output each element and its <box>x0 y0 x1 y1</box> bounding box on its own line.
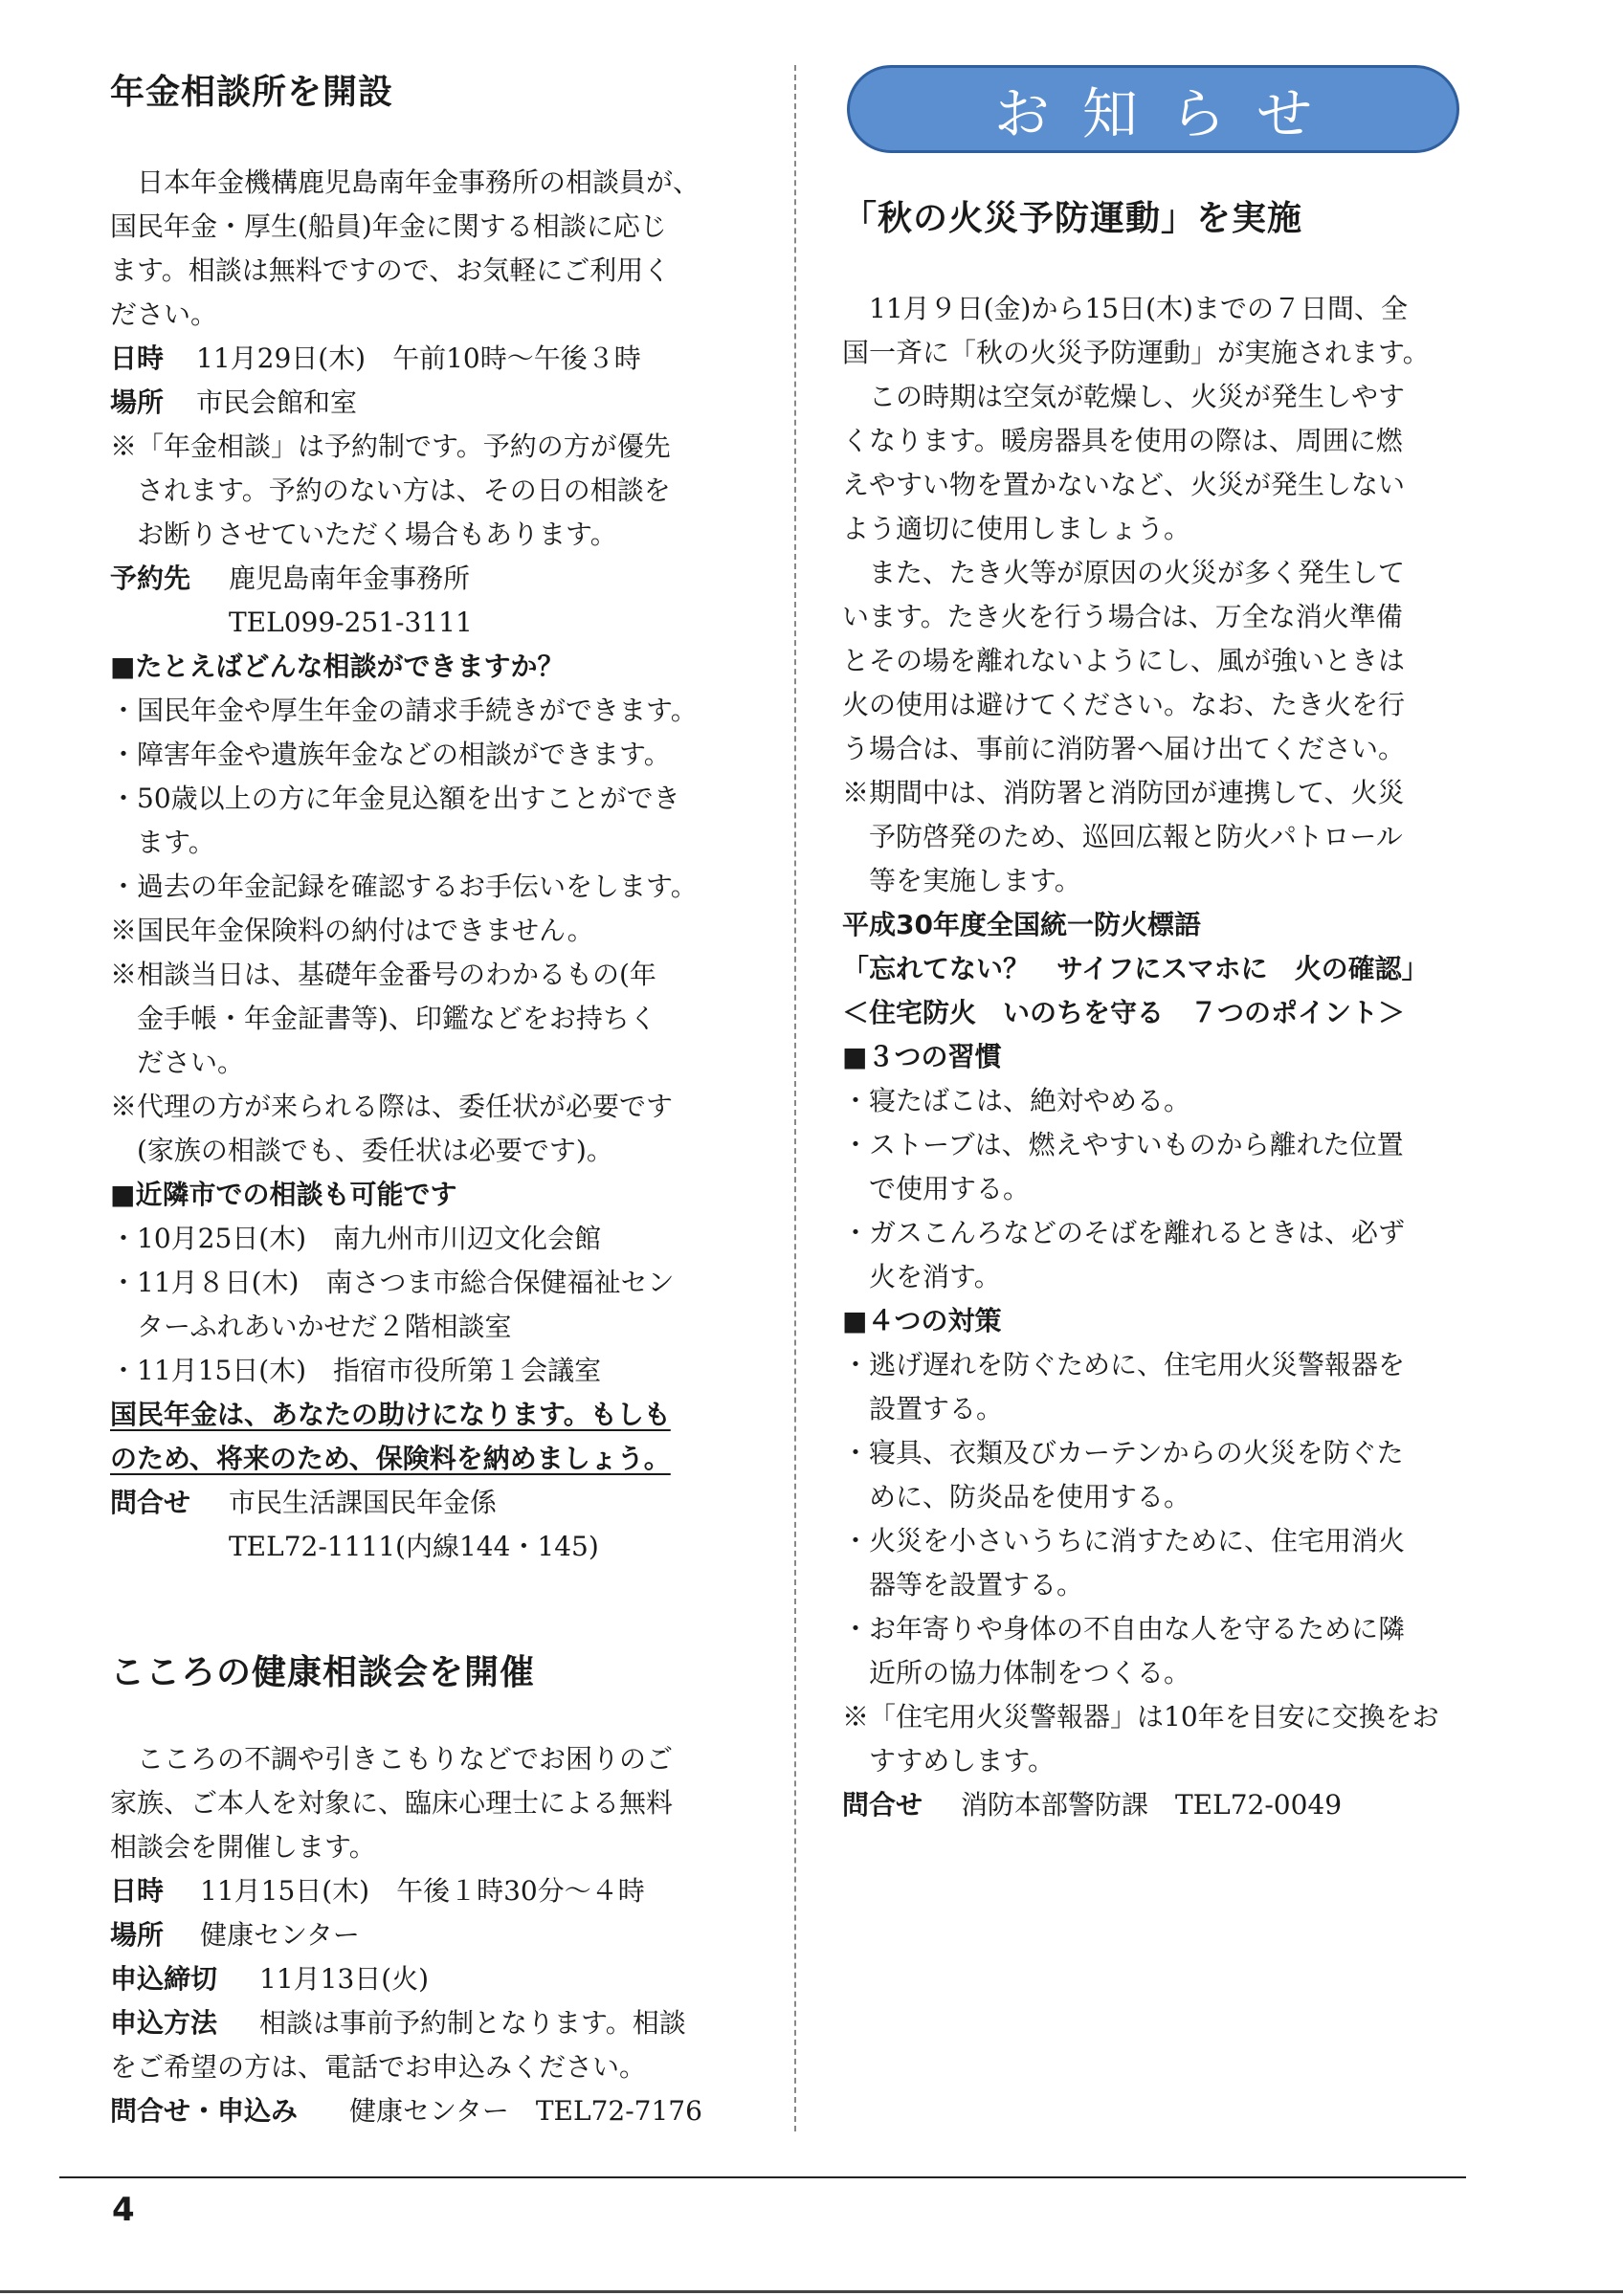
notice-body-line: とその場を離れないようにし、風が強いときは <box>842 645 1406 676</box>
pension-contact-label: 問合せ <box>110 1487 191 1518</box>
pension-intro-line: 国民年金・厚生(船員)年金に関する相談に応じ <box>110 210 667 242</box>
mental-deadline-label: 申込締切 <box>110 1963 218 1995</box>
motto-heading: 平成30年度全国統一防火標語 <box>842 909 1201 940</box>
pension-nearby-line: ・11月15日(木) 指宿市役所第１会議室 <box>110 1355 602 1386</box>
measure-line: 器等を設置する。 <box>842 1569 1084 1601</box>
notice-body-line: ※期間中は、消防署と消防団が連携して、火災 <box>842 777 1405 808</box>
notice-body-line: よう適切に使用しましょう。 <box>842 513 1191 544</box>
points-heading: ＜住宅防火 いのちを守る ７つのポイント＞ <box>842 997 1406 1028</box>
pension-example-line: ・過去の年金記録を確認するお手伝いをします。 <box>110 871 698 902</box>
habit-line: ・ガスこんろなどのそばを離れるときは、必ず <box>842 1217 1406 1248</box>
footer-rule <box>59 2176 1466 2178</box>
pension-slogan-line: のため、将来のため、保険料を納めましょう。 <box>110 1443 671 1474</box>
measure-line: ※「住宅用火災警報器」は10年を目安に交換をお <box>842 1701 1439 1733</box>
pension-contact-row <box>110 1481 497 1525</box>
pension-example-line: ※国民年金保険料の納付はできません。 <box>110 915 594 946</box>
pension-place-row <box>110 381 357 425</box>
mental-contact-label: 問合せ・申込み <box>110 2095 299 2127</box>
pension-example-line: ※代理の方が来られる際は、委任状が必要です <box>110 1091 674 1122</box>
notice-title: 「秋の火災予防運動」を実施 <box>842 199 1303 238</box>
habit-line: ・ストーブは、燃えやすいものから離れた位置 <box>842 1129 1404 1160</box>
pension-intro-line: ます。相談は無料ですので、お気軽にご利用く <box>110 254 671 286</box>
pension-example-line: (家族の相談でも、委任状は必要です)。 <box>110 1135 613 1166</box>
measure-line: すすめします。 <box>842 1745 1056 1777</box>
mental-deadline-value: 11月13日(火) <box>259 1963 430 1995</box>
mental-intro-line: 家族、ご本人を対象に、臨床心理士による無料 <box>110 1787 674 1819</box>
measure-line: 設置する。 <box>842 1393 1004 1424</box>
mental-method-label: 申込方法 <box>110 2007 218 2039</box>
mental-contact-value: 健康センター TEL72-7176 <box>349 2095 702 2127</box>
notice-banner <box>847 65 1459 153</box>
notice-body-line: 火の使用は避けてください。なお、たき火を行 <box>842 689 1406 720</box>
notice-contact-label: 問合せ <box>842 1789 923 1821</box>
measure-line: ・寝具、衣類及びカーテンからの火災を防ぐた <box>842 1437 1404 1468</box>
measure-line: 近所の協力体制をつくる。 <box>842 1657 1191 1689</box>
measure-line: めに、防炎品を使用する。 <box>842 1481 1191 1512</box>
pension-reserve-label: 予約先 <box>110 563 191 594</box>
notice-body-line: 等を実施します。 <box>842 865 1081 896</box>
mental-intro-line: 相談会を開催します。 <box>110 1831 376 1863</box>
notice-contact-row <box>842 1783 1342 1827</box>
habit-line: 火を消す。 <box>842 1261 1001 1292</box>
notice-banner-text: お知らせ <box>993 81 1345 146</box>
pension-example-line: ます。 <box>110 827 215 858</box>
pension-examples-heading: ■たとえばどんな相談ができますか？ <box>110 651 565 682</box>
pension-example-line: ・50歳以上の方に年金見込額を出すことができ <box>110 783 680 814</box>
notice-body-line: う場合は、事前に消防署へ届け出てください。 <box>842 733 1406 764</box>
notice-body-line: この時期は空気が乾燥し、火災が発生しやす <box>842 381 1406 412</box>
pension-contact-value: 市民生活課国民年金係 <box>229 1487 498 1518</box>
mental-title: こころの健康相談会を開催 <box>110 1653 536 1692</box>
notice-body-line: います。たき火を行う場合は、万全な消火準備 <box>842 601 1403 632</box>
pension-example-line: ・国民年金や厚生年金の請求手続きができます。 <box>110 695 698 726</box>
pension-nearby-line: ・11月８日(木) 南さつま市総合保健福祉セン <box>110 1267 675 1298</box>
notice-contact-value: 消防本部警防課 TEL72-0049 <box>961 1789 1343 1821</box>
mental-deadline-row <box>110 1957 429 2001</box>
mental-intro-line: こころの不調や引きこもりなどでお困りのご <box>110 1743 674 1775</box>
habits-heading: ■３つの習慣 <box>842 1041 1002 1072</box>
mental-place-row <box>110 1913 360 1957</box>
page-number: 4 <box>112 2191 135 2229</box>
mental-date-label: 日時 <box>110 1875 165 1907</box>
habit-line: ・寝たばこは、絶対やめる。 <box>842 1085 1191 1116</box>
notice-body-line: 国一斉に「秋の火災予防運動」が実施されます。 <box>842 337 1430 368</box>
measure-line: ・逃げ遅れを防ぐために、住宅用火災警報器を <box>842 1349 1406 1380</box>
pension-note-line: されます。予約のない方は、その日の相談を <box>110 475 671 506</box>
pension-intro-line: ださい。 <box>110 298 218 330</box>
notice-body-line: えやすい物を置かないなど、火災が発生しない <box>842 469 1406 500</box>
measure-line: ・火災を小さいうちに消すために、住宅用消火 <box>842 1525 1406 1556</box>
column-divider <box>794 65 796 2131</box>
pension-example-line: ださい。 <box>110 1047 245 1078</box>
mental-method-row <box>110 2001 686 2045</box>
pension-intro-line: 日本年金機構鹿児島南年金事務所の相談員が、 <box>110 166 700 198</box>
pension-example-line: 金手帳・年金証書等)、印鑑などをお持ちく <box>110 1003 656 1034</box>
notice-body-line: 予防啓発のため、巡回広報と防火パトロール <box>842 821 1403 852</box>
pension-example-line: ※相談当日は、基礎年金番号のわかるもの(年 <box>110 959 656 990</box>
pension-nearby-heading: ■近隣市での相談も可能です <box>110 1179 457 1210</box>
pension-title: 年金相談所を開設 <box>110 73 394 112</box>
pension-date-value: 11月29日(木) 午前10時～午後３時 <box>196 342 641 374</box>
pension-reserve-value: 鹿児島南年金事務所 <box>229 563 471 594</box>
measure-line: ・お年寄りや身体の不自由な人を守るために隣 <box>842 1613 1406 1645</box>
pension-date-label: 日時 <box>110 342 165 374</box>
pension-reserve-tel: TEL099-251-3111 <box>229 607 473 638</box>
pension-nearby-line: ・10月25日(木) 南九州市川辺文化会館 <box>110 1223 602 1254</box>
pension-place-value: 市民会館和室 <box>196 386 358 418</box>
mental-method-value: 相談は事前予約制となります。相談 <box>259 2007 686 2039</box>
pension-example-line: ・障害年金や遺族年金などの相談ができます。 <box>110 739 671 770</box>
pension-place-label: 場所 <box>110 386 165 418</box>
pension-contact-tel: TEL72-1111(内線144・145) <box>229 1531 599 1562</box>
pension-nearby-line: ターふれあいかせだ２階相談室 <box>110 1311 512 1342</box>
pension-reserve-row <box>110 557 470 601</box>
measures-heading: ■４つの対策 <box>842 1305 1002 1336</box>
mental-place-label: 場所 <box>110 1919 165 1951</box>
mental-date-value: 11月15日(木) 午後１時30分～４時 <box>200 1875 645 1907</box>
scan-edge-line <box>0 2290 1623 2293</box>
notice-body-line: また、たき火等が原因の火災が多く発生して <box>842 557 1406 588</box>
motto-text: 「忘れてない？ サイフにスマホに 火の確認」 <box>842 953 1429 984</box>
pension-note-line: お断りさせていただく場合もあります。 <box>110 519 617 550</box>
mental-date-row <box>110 1869 645 1913</box>
pension-note-line: ※「年金相談」は予約制です。予約の方が優先 <box>110 430 671 462</box>
pension-slogan-line: 国民年金は、あなたの助けになります。もしも <box>110 1399 671 1430</box>
mental-contact-row <box>110 2089 702 2133</box>
notice-body-line: くなります。暖房器具を使用の際は、周囲に燃 <box>842 425 1403 456</box>
mental-method-cont: をご希望の方は、電話でお申込みください。 <box>110 2051 647 2083</box>
mental-place-value: 健康センター <box>200 1919 360 1951</box>
habit-line: で使用する。 <box>842 1173 1031 1204</box>
pension-date-row <box>110 337 641 381</box>
notice-body-line: 11月９日(金)から15日(木)までの７日間、全 <box>842 293 1408 324</box>
